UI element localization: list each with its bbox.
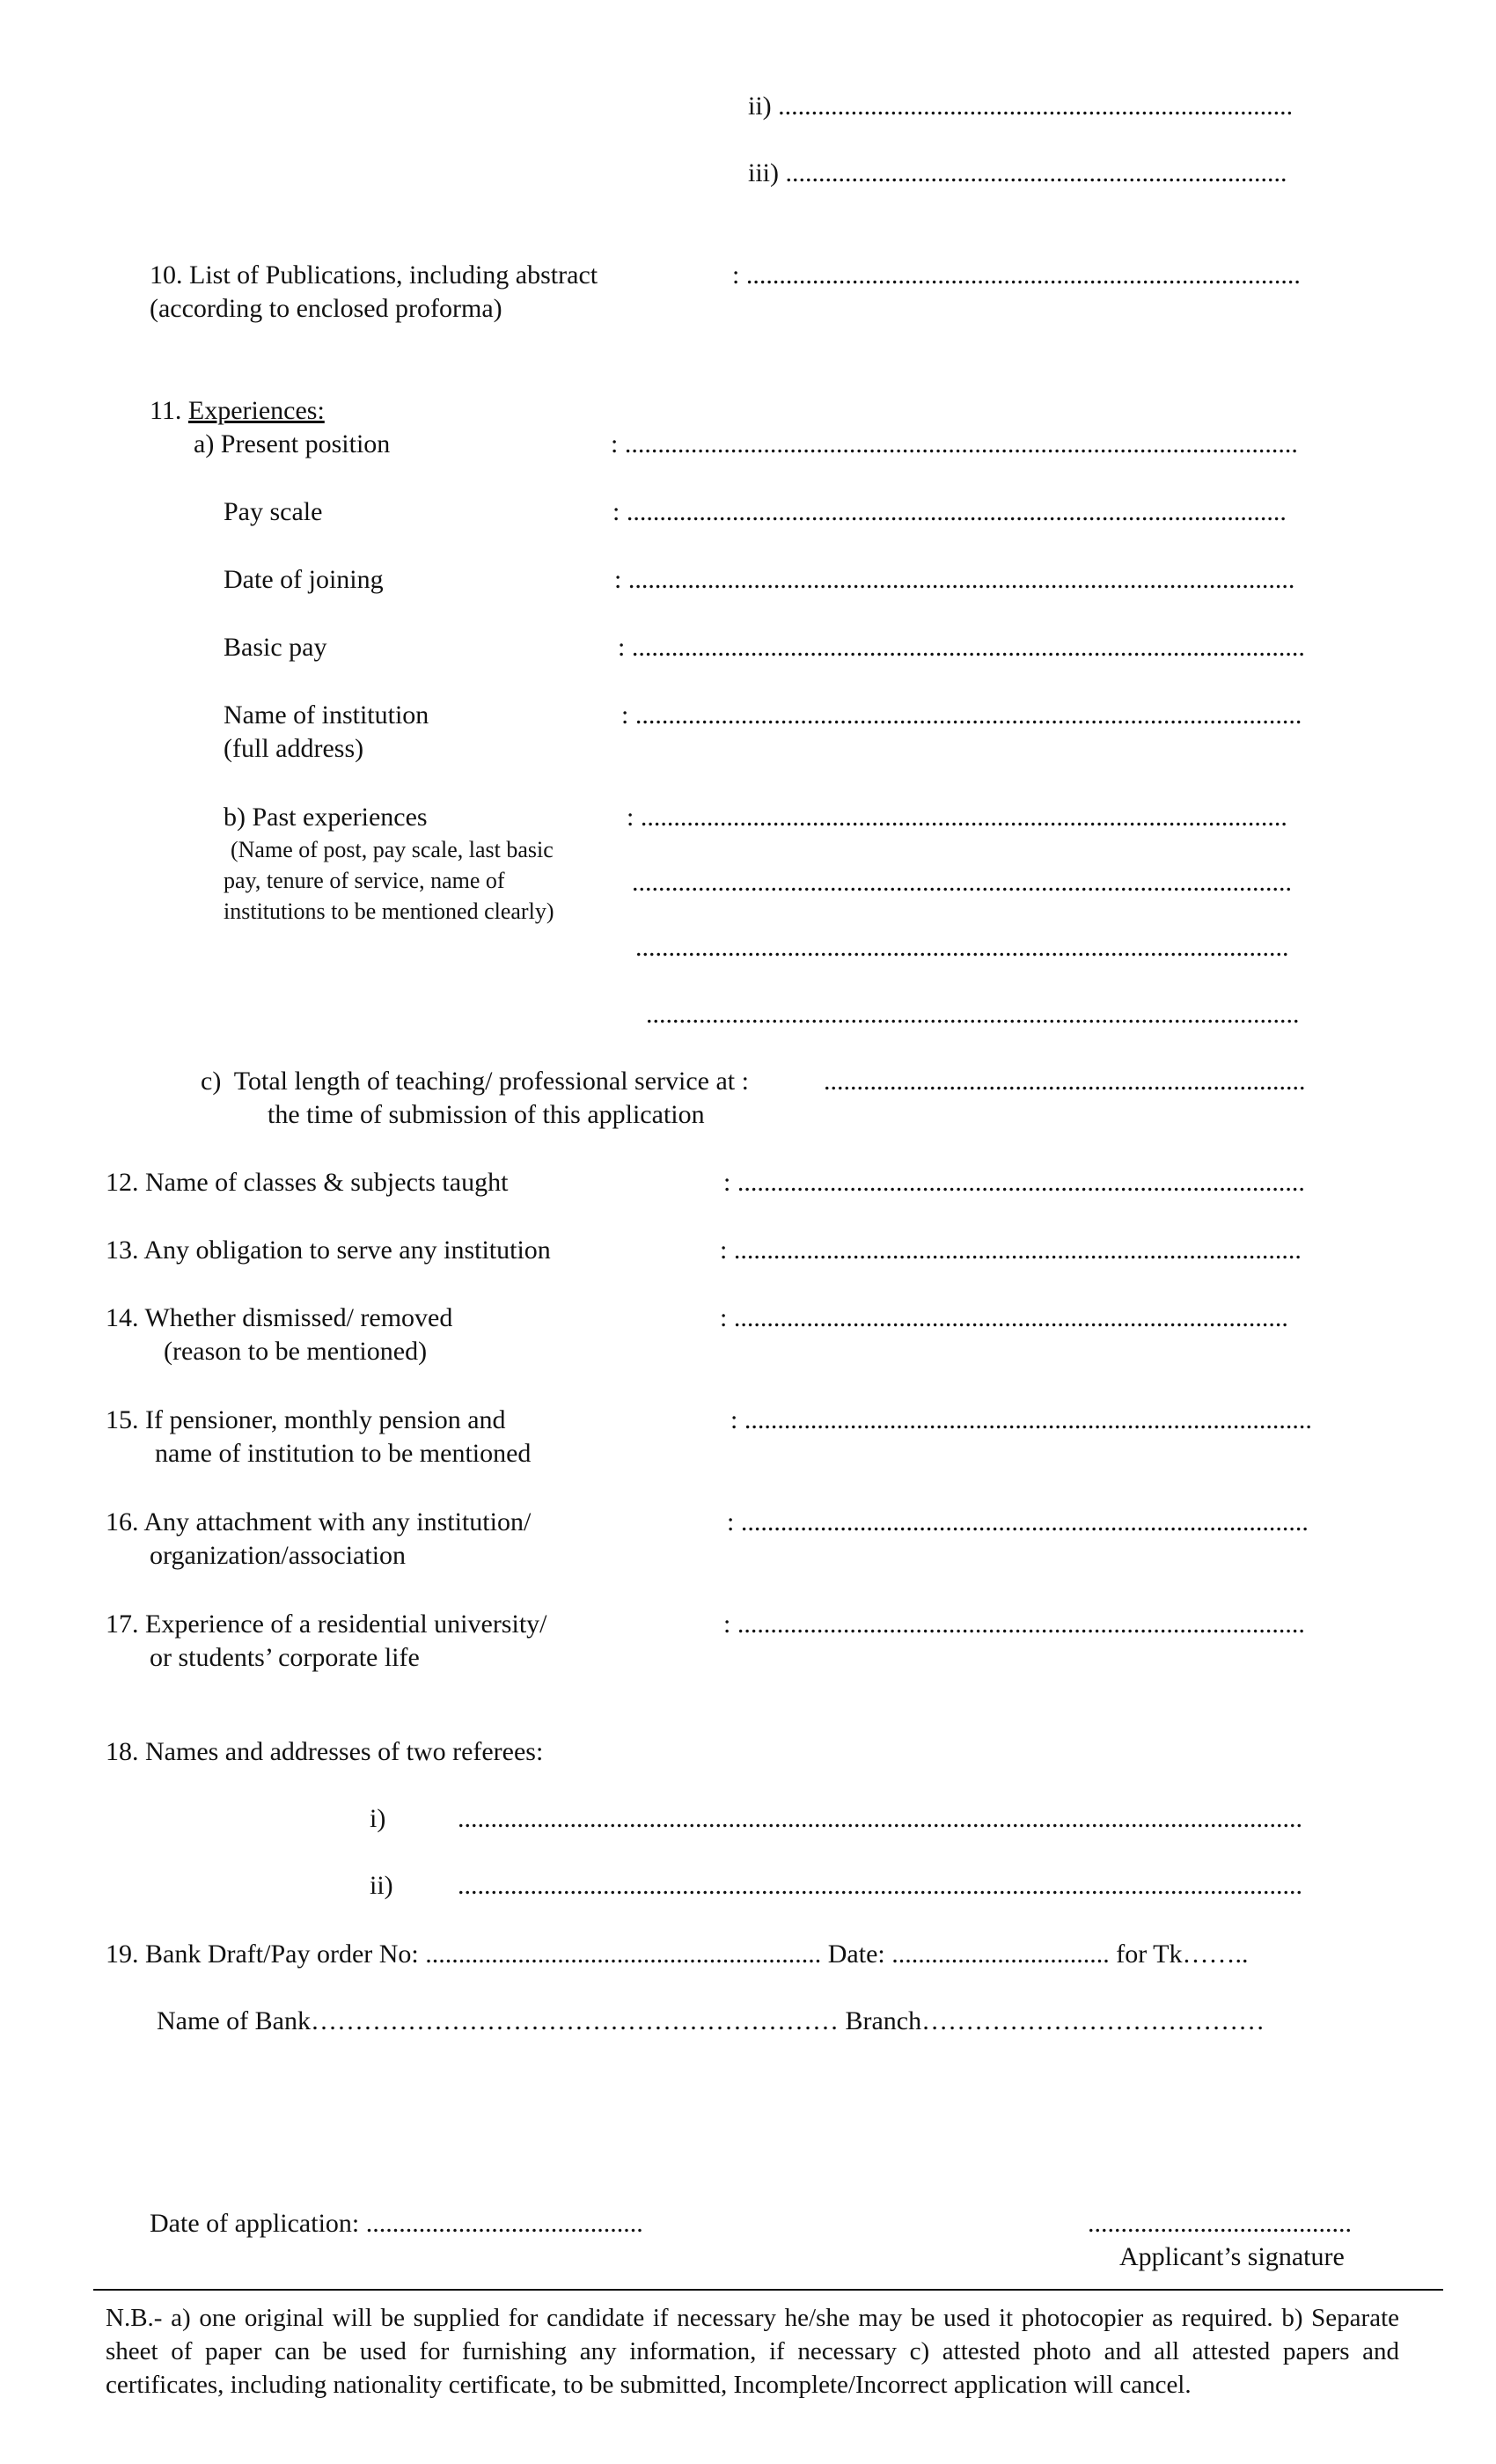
item-13-field[interactable]: : ...................................................................................... — [720, 1236, 1302, 1265]
item-16-label: 16. Any attachment with any institution/ — [106, 1507, 532, 1536]
total-service-label: c) Total length of teaching/ professional service at : — [201, 1067, 749, 1096]
item-14-sublabel: (reason to be mentioned) — [164, 1337, 428, 1366]
item-15-label: 15. If pensioner, monthly pension and — [106, 1405, 506, 1434]
past-experiences-field[interactable]: : .................................................................................................. — [627, 803, 1287, 832]
past-experiences-note: pay, tenure of service, name of — [224, 868, 505, 893]
item-11-number: 11. — [150, 396, 188, 425]
pay-scale-label: Pay scale — [224, 497, 323, 526]
referee-1-label: i) — [370, 1804, 386, 1833]
date-of-joining-field[interactable]: : ..................................................................................................... — [614, 565, 1295, 594]
item-9-iii-line[interactable]: iii) ............................................................................ — [748, 158, 1287, 187]
past-experiences-note: (Name of post, pay scale, last basic — [231, 837, 554, 862]
signature-line[interactable]: ........................................ — [1088, 2209, 1352, 2238]
basic-pay-label: Basic pay — [224, 633, 327, 662]
institution-sublabel: (full address) — [224, 734, 364, 763]
item-10-sublabel: (according to enclosed proforma) — [150, 294, 502, 323]
past-experiences-label: b) Past experiences — [224, 803, 428, 832]
date-of-application-line[interactable]: Date of application: .......................................... — [150, 2209, 643, 2238]
item-17-label: 17. Experience of a residential university/ — [106, 1610, 547, 1639]
item-14-label: 14. Whether dismissed/ removed — [106, 1303, 453, 1332]
referee-2-label: ii) — [370, 1871, 393, 1900]
item-15-sublabel: name of institution to be mentioned — [155, 1439, 532, 1468]
institution-field[interactable]: : ..................................................................................................... — [621, 700, 1302, 730]
past-experiences-field-4[interactable]: ................................................................................................... — [646, 1000, 1300, 1029]
divider — [93, 2289, 1443, 2291]
item-12-field[interactable]: : ...................................................................................... — [723, 1168, 1305, 1197]
item-17-sublabel: or students’ corporate life — [150, 1643, 420, 1672]
item-16-sublabel: organization/association — [150, 1541, 407, 1570]
present-position-field[interactable]: : ...................................................................................................... — [611, 429, 1298, 458]
item-14-field[interactable]: : .................................................................................... — [720, 1303, 1288, 1332]
pay-scale-field[interactable]: : .................................................................................................... — [612, 497, 1287, 526]
past-experiences-field-3[interactable]: ................................................................................................... — [635, 933, 1289, 962]
item-10-field[interactable]: : .................................................................................... — [732, 260, 1301, 290]
bank-draft-line[interactable]: 19. Bank Draft/Pay order No: ............................................................ Date: ................................. for Tk…….. — [106, 1940, 1249, 1969]
item-15-field[interactable]: : ...................................................................................... — [730, 1405, 1312, 1434]
item-11-heading — [150, 394, 325, 428]
item-18-label: 18. Names and addresses of two referees: — [106, 1737, 544, 1766]
institution-label: Name of institution — [224, 700, 429, 730]
footnote: N.B.- a) one original will be supplied for candidate if necessary he/she may be used it photocopier as required. b) Separate sheet of paper can be used for furnishing any information, if necessary c) attested photo and all attested papers and certificates, including nationality certificate, to be submitted, Incomplete/Incorrect application will cancel. — [106, 2304, 1399, 2399]
item-16-field[interactable]: : ...................................................................................... — [727, 1507, 1309, 1536]
item-11-title: Experiences: — [187, 396, 325, 425]
bank-name-line[interactable]: Name of Bank…………………………………………………… Branch………………………………… — [157, 2006, 1265, 2035]
signature-label: Applicant’s signature — [1119, 2242, 1345, 2271]
past-experiences-field-2[interactable]: .................................................................................................... — [632, 868, 1292, 897]
item-12-label: 12. Name of classes & subjects taught — [106, 1168, 509, 1197]
total-service-field[interactable]: ......................................................................... — [824, 1067, 1306, 1096]
total-service-sublabel: the time of submission of this application — [268, 1100, 705, 1129]
item-10-label: 10. List of Publications, including abstract — [150, 260, 598, 290]
date-of-joining-label: Date of joining — [224, 565, 384, 594]
present-position-label: a) Present position — [194, 429, 391, 458]
item-9-ii-line[interactable]: ii) .............................................................................. — [748, 92, 1294, 121]
item-13-label: 13. Any obligation to serve any institution — [106, 1236, 551, 1265]
referee-2-field[interactable]: ................................................................................................................................ — [458, 1871, 1302, 1900]
item-17-field[interactable]: : ...................................................................................... — [723, 1610, 1305, 1639]
past-experiences-note: institutions to be mentioned clearly) — [224, 898, 554, 924]
referee-1-field[interactable]: ................................................................................................................................ — [458, 1804, 1302, 1833]
basic-pay-field[interactable]: : ...................................................................................................... — [618, 633, 1305, 662]
